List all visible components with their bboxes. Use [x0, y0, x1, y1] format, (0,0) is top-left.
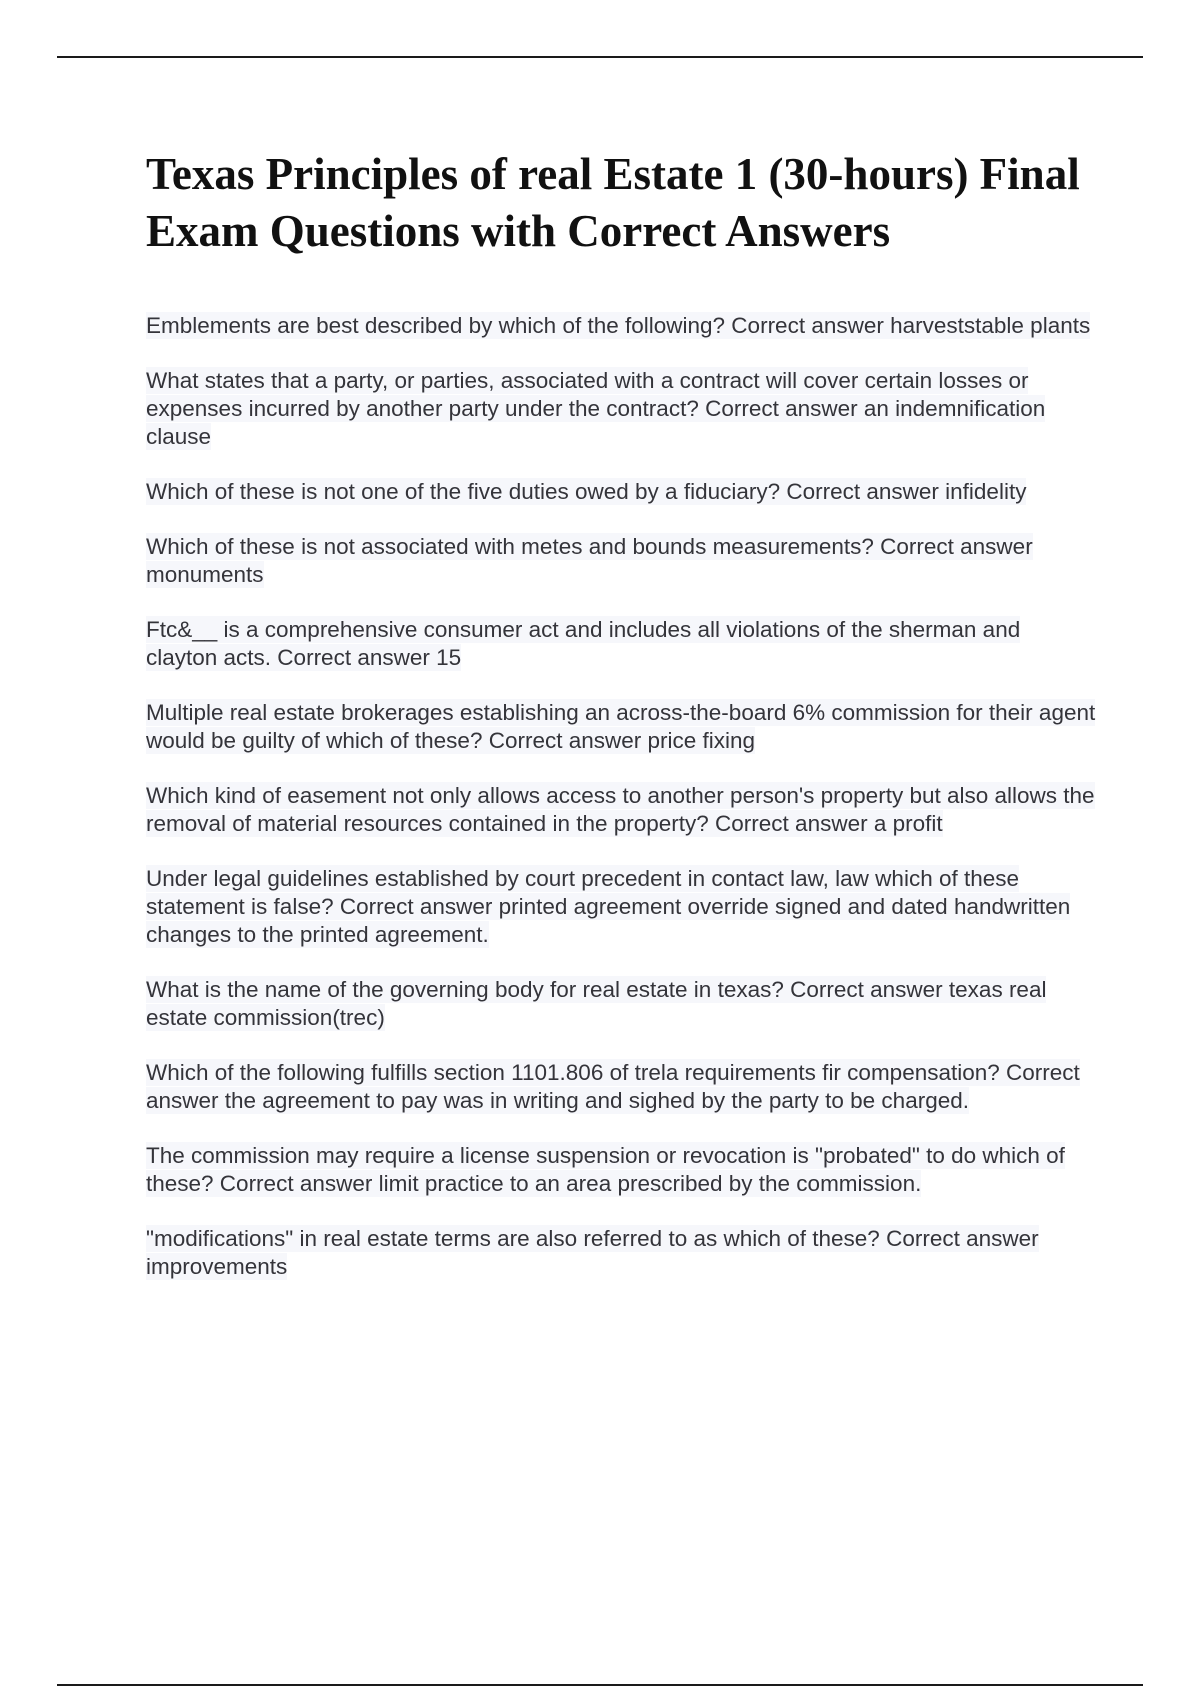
qa-item [146, 1225, 1096, 1281]
qa-item [146, 478, 1096, 506]
qa-text: Which kind of easement not only allows access to another person's property but also allows the removal of material resources contained in the property? Correct answer a profit [146, 783, 1095, 836]
qa-item [146, 865, 1096, 949]
qa-text: Emblements are best described by which of the following? Correct answer harveststable plants [146, 313, 1091, 338]
qa-text: Which of the following fulfills section 1101.806 of trela requirements fir compensation? Correct answer the agreement to pay was in writing and sighed by the party to be charged. [146, 1060, 1080, 1113]
page-title: Texas Principles of real Estate 1 (30-hours) Final Exam Questions with Correct Answers [146, 149, 1080, 256]
qa-item [146, 1142, 1096, 1198]
bottom-rule [57, 1684, 1143, 1686]
qa-item [146, 976, 1096, 1032]
qa-text: Multiple real estate brokerages establishing an across-the-board 6% commission for their agent would be guilty of which of these? Correct answer price fixing [146, 700, 1096, 753]
qa-text: Which of these is not one of the five duties owed by a fiduciary? Correct answer infidelity [146, 479, 1027, 504]
qa-item [146, 782, 1096, 838]
qa-text: What is the name of the governing body for real estate in texas? Correct answer texas real estate commission(trec) [146, 977, 1047, 1030]
qa-item [146, 533, 1096, 589]
qa-item [146, 1059, 1096, 1115]
qa-text: The commission may require a license suspension or revocation is "probated" to do which of these? Correct answer limit practice to an area prescribed by the commission. [146, 1143, 1065, 1196]
top-rule [57, 56, 1143, 58]
qa-text: "modifications" in real estate terms are also referred to as which of these? Correct answer improvements [146, 1226, 1039, 1279]
qa-text: Under legal guidelines established by court precedent in contact law, law which of these statement is false? Correct answer printed agreement override signed and dated handwritten changes to the printed agreement. [146, 866, 1071, 947]
qa-text: Which of these is not associated with metes and bounds measurements? Correct answer monuments [146, 534, 1033, 587]
qa-item [146, 699, 1096, 755]
qa-item [146, 616, 1096, 672]
qa-text: What states that a party, or parties, associated with a contract will cover certain losses or expenses incurred by another party under the contract? Correct answer an indemnification clause [146, 368, 1046, 449]
question-answer-list [146, 312, 1096, 1308]
qa-item [146, 312, 1096, 340]
qa-text: Ftc&__ is a comprehensive consumer act and includes all violations of the sherman and clayton acts. Correct answer 15 [146, 617, 1021, 670]
qa-item [146, 367, 1096, 451]
